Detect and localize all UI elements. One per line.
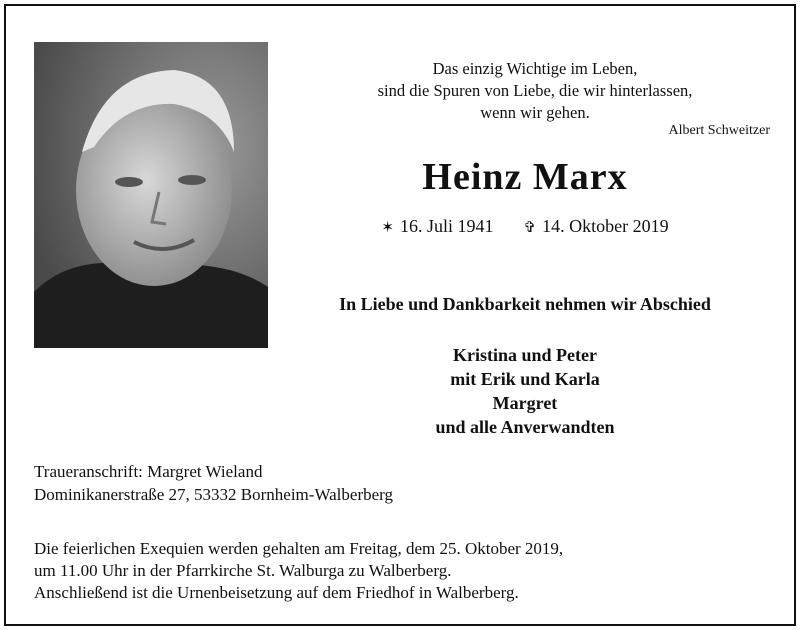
portrait-illustration xyxy=(34,42,268,348)
quote-author: Albert Schweitzer xyxy=(668,123,770,138)
quote-line: sind die Spuren von Liebe, die wir hinterlassen, xyxy=(377,81,693,100)
address-line: Traueranschrift: Margret Wieland xyxy=(34,462,263,481)
death-cross-icon: ✞ xyxy=(523,220,537,236)
family-line: Margret xyxy=(492,393,558,413)
quote-line: Das einzig Wichtige im Leben, xyxy=(432,59,638,78)
service-line: Die feierlichen Exequien werden gehalten am Freitag, dem 25. Oktober 2019, xyxy=(34,539,564,558)
family-line: Kristina und Peter xyxy=(453,345,597,365)
family-list xyxy=(300,343,750,439)
service-line: um 11.00 Uhr in der Pfarrkirche St. Walburga zu Walberberg. xyxy=(34,561,452,580)
service-line: Anschließend ist die Urnenbeisetzung auf dem Friedhof in Walberberg. xyxy=(34,583,519,602)
portrait-photo xyxy=(34,42,268,348)
quote-line: wenn wir gehen. xyxy=(480,103,590,122)
deceased-name: Heinz Marx xyxy=(422,156,628,198)
farewell-line: In Liebe und Dankbarkeit nehmen wir Abschied xyxy=(339,294,711,314)
family-line: und alle Anverwandten xyxy=(435,417,615,437)
family-line: mit Erik und Karla xyxy=(450,369,600,389)
address-line: Dominikanerstraße 27, 53332 Bornheim-Walberberg xyxy=(34,485,394,504)
death-date: 14. Oktober 2019 xyxy=(542,216,669,236)
mourning-address xyxy=(34,460,393,506)
service-info xyxy=(34,538,563,604)
quote-block xyxy=(300,58,770,140)
birth-date: 16. Juli 1941 xyxy=(400,216,494,236)
birth-star-icon: ✶ xyxy=(381,220,394,236)
life-dates xyxy=(300,216,750,237)
